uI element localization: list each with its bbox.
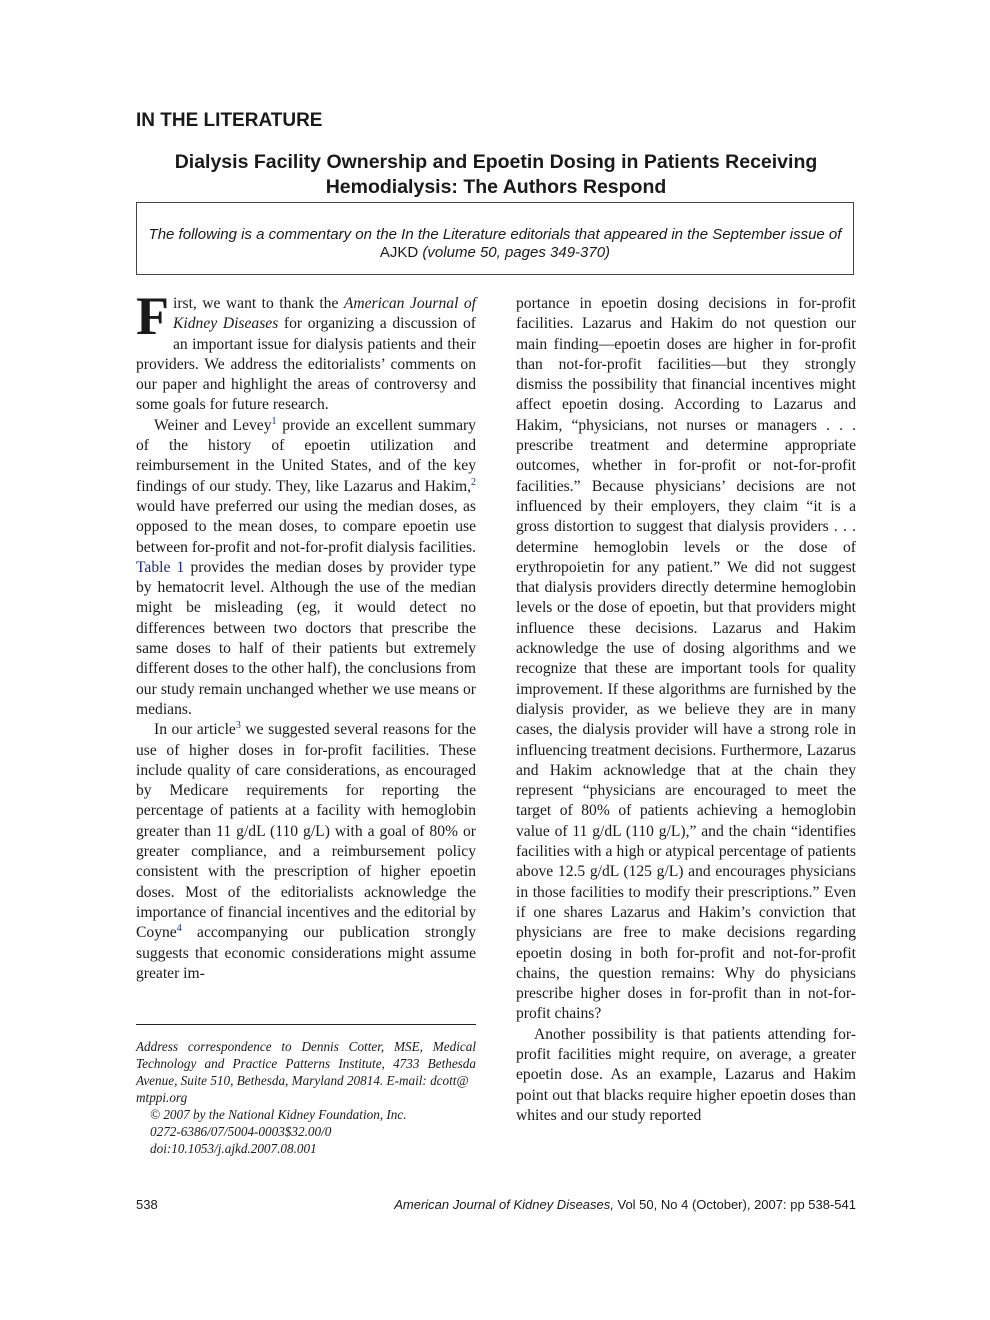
journal-abbrev: AJKD <box>379 244 419 261</box>
commentary-note <box>136 202 854 275</box>
page-number: 538 <box>136 1197 158 1212</box>
reference-link[interactable]: 1 <box>271 415 277 427</box>
doi: doi:10.1053/j.ajkd.2007.08.001 <box>150 1141 317 1156</box>
section-label: IN THE LITERATURE <box>136 110 323 131</box>
journal-citation <box>394 1197 856 1212</box>
reference-link[interactable]: 3 <box>235 720 241 732</box>
correspondence-address: Address correspondence to Dennis Cotter, MSE, Medical Technology and Practice Patterns Institute, 4733 Bethesda Avenue, Suite 510, Bethesda, Maryland 20814. E-mail: dcott@ <box>136 1039 476 1088</box>
footnote-divider <box>136 1024 476 1025</box>
right-column <box>516 294 856 1126</box>
copyright: © 2007 by the National Kidney Foundation, Inc. <box>150 1107 407 1122</box>
left-column <box>136 286 476 984</box>
reference-link[interactable]: 2 <box>471 476 476 488</box>
paragraph-4: portance in epoetin dosing decisions in for-profit facilities. Lazarus and Hakim do not question our main finding—epoetin doses are higher in for-profit than not-for-profit facilities—but they strongly dismiss the possibility that financial incentives might affect epoetin dosing. According to Lazarus and Hakim, “physicians, not nurses or managers . . . prescribe treatment and determine appropriate outcomes, whether in for-profit or not-for-profit facilities.” Because physicians’ decisions are not influenced by their employers, they claim “it is a gross distortion to suggest that dialysis providers . . . determine hemoglobin levels or the dose of erythropoietin for any patient.” We did not suggest that dialysis providers directly determine hemoglobin levels or the dose of epoetin, but that providers might influence these decisions. Lazarus and Hakim acknowledge the use of dosing algorithms and we recognize that these are important tools for quality improvement. If these algorithms are furnished by the dialysis provider, as we believe they are in many cases, the dialysis provider will have a strong role in influencing treatment decisions. Furthermore, Lazarus and Hakim acknowledge that at the chain they represent “physicians are encouraged to meet the target of 80% of patients achieving a hemoglobin value of 11 g/dL (110 g/L),” and the chain “identifies facilities with a high or atypical percentage of patients above 12.5 g/dL (125 g/L) and encourages physicians in those facilities to modify their prescriptions.” Even if one shares Lazarus and Hakim’s conviction that physicians are free to make decisions regarding epoetin dosing in both for-profit and not-for-profit chains, the question remains: Why do physicians prescribe higher doses in for-profit than in not-for-profit chains? <box>516 295 856 1023</box>
footnote <box>136 1038 476 1157</box>
issue-citation: Vol 50, No 4 (October), 2007: pp 538-541 <box>613 1197 856 1212</box>
article-title: Dialysis Facility Ownership and Epoetin Dosing in Patients Receiving Hemodialysis: The Authors Respond <box>174 151 818 198</box>
paragraph-1: First, we want to thank the American Journal of Kidney Diseases for organizing a discussion of an important issue for dialysis patients and their providers. We address the editorialists’ comments on our paper and highlight the areas of controversy and some goals for future research. <box>136 286 476 414</box>
drop-cap: F <box>136 286 169 346</box>
commentary-volume: (volume 50, pages 349-370) <box>418 244 611 261</box>
paragraph-3: In our article$^3$ we suggested several reasons for the use of higher doses in for-profit facilities. These include quality of care considerations, as encouraged by Medicare requirements for reporting the percentage of patients at a facility with hemoglobin greater than 11 g/dL (110 g/L) with a goal of 80% or greater compliance, and a reimbursement policy consistent with the prescription of higher epoetin doses. Most of the editorialists acknowledge the importance of financial incentives and the editorial by Coyne$^4$ accompanying our publication strongly suggests that economic considerations might assume greater im- <box>136 720 476 982</box>
table-link[interactable]: Table 1 <box>136 558 185 576</box>
journal-name: American Journal of Kidney Diseases <box>173 295 476 333</box>
journal-footer-name: American Journal of Kidney Diseases, <box>394 1197 614 1212</box>
issn: 0272-6386/07/5004-0003$32.00/0 <box>150 1124 332 1139</box>
reference-link[interactable]: 4 <box>176 923 182 935</box>
commentary-text: The following is a commentary on the In the Literature editorials that appeared in the September issue of <box>148 226 842 243</box>
email-domain: mtppi.org <box>136 1090 188 1105</box>
paragraph-5: Another possibility is that patients attending for-profit facilities might require, on average, a greater epoetin dose. As an example, Lazarus and Hakim point out that blacks require higher epoetin doses than whites and our study reported <box>516 1025 856 1124</box>
paragraph-2: Weiner and Levey$^1$ provide an excellent summary of the history of epoetin utilization and reimbursement in the United States, and of the key findings of our study. They, like Lazarus and Hakim,$^2$ would have preferred our using the median doses, as opposed to the mean doses, to compare epoetin use between for-profit and not-for-profit dialysis facilities. Table 1 provides the median doses by provider type by hematocrit level. Although the use of the median might be misleading (eg, it would detect no differences between two doctors that prescribe the same doses to half of their patients but extremely different doses to the other half), the conclusions from our study remain unchanged whether we use means or medians. <box>136 415 476 718</box>
